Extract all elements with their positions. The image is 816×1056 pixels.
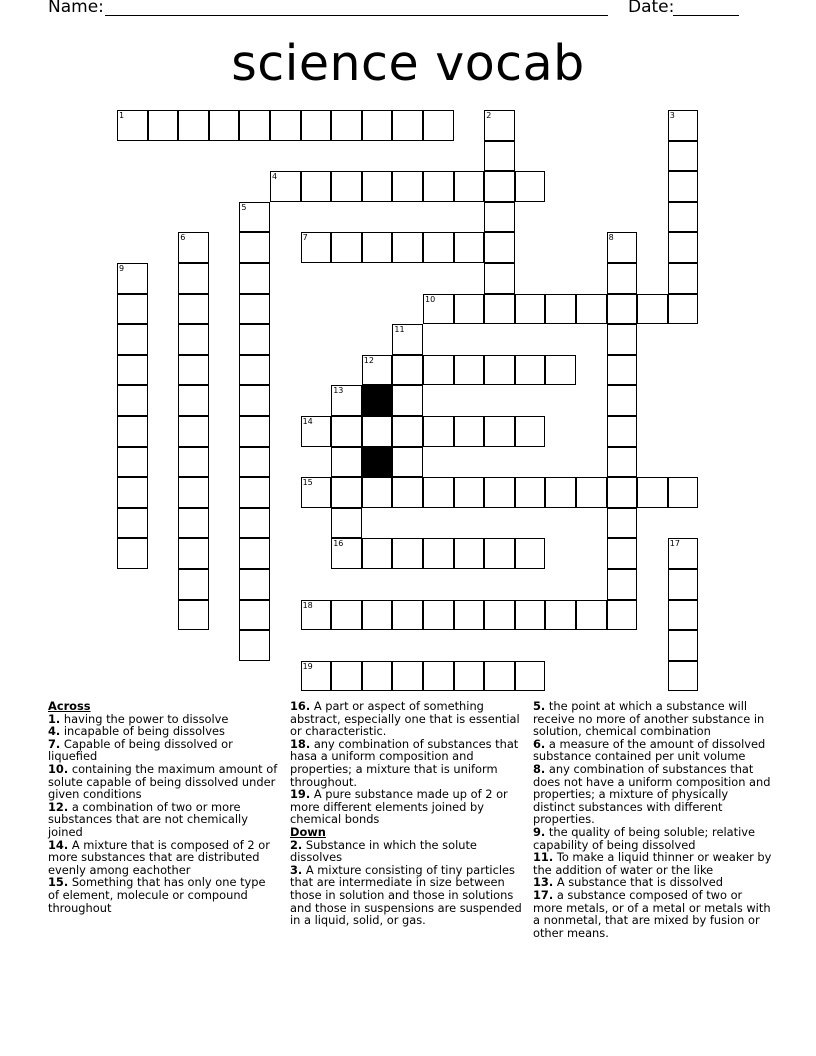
crossword-cell[interactable]	[117, 355, 148, 386]
crossword-cell[interactable]	[392, 355, 423, 386]
clue-number: 18	[302, 600, 313, 610]
crossword-cell[interactable]	[545, 355, 576, 386]
crossword-cell[interactable]	[392, 110, 423, 141]
crossword-cell[interactable]	[515, 416, 546, 447]
crossword-cell[interactable]	[607, 600, 638, 631]
clue-down-9: 9. the quality of being soluble; relative capability of being dissolved	[533, 824, 755, 852]
crossword-cell[interactable]	[239, 110, 270, 141]
crossword-cell[interactable]	[607, 294, 638, 325]
clue-number: 8	[608, 233, 614, 243]
crossword-cell[interactable]	[362, 661, 393, 692]
crossword-cell[interactable]	[454, 538, 485, 569]
crossword-cell[interactable]	[392, 477, 423, 508]
crossword-cell[interactable]	[668, 171, 699, 202]
crossword-cell[interactable]	[423, 294, 454, 325]
down-heading: Down	[290, 824, 326, 839]
crossword-cell[interactable]	[423, 232, 454, 263]
crossword-cell[interactable]	[392, 171, 423, 202]
crossword-cell[interactable]	[484, 661, 515, 692]
clue-across-7: 7. Capable of being dissolved or liquefied	[48, 736, 233, 764]
crossword-cell[interactable]	[607, 477, 638, 508]
crossword-cell[interactable]	[515, 171, 546, 202]
crossword-cell[interactable]	[301, 171, 332, 202]
crossword-cell[interactable]	[423, 355, 454, 386]
crossword-cell[interactable]	[148, 110, 179, 141]
clue-down-6: 6. a measure of the amount of dissolved substance contained per unit volume	[533, 736, 766, 764]
crossword-cell[interactable]	[515, 538, 546, 569]
crossword-cell[interactable]	[515, 355, 546, 386]
crossword-cell[interactable]	[484, 416, 515, 447]
crossword-cell[interactable]	[484, 110, 515, 141]
clue-across-14: 14. A mixture that is composed of 2 or more substances that are distributed evenly among eachother	[48, 837, 270, 877]
crossword-cell[interactable]	[209, 110, 240, 141]
crossword-cell[interactable]	[178, 416, 209, 447]
crossword-cell[interactable]	[178, 447, 209, 478]
crossword-cell[interactable]	[454, 600, 485, 631]
crossword-cell[interactable]	[331, 385, 362, 416]
crossword-cell[interactable]	[239, 263, 270, 294]
blocked-cell	[362, 447, 393, 478]
crossword-cell[interactable]	[331, 416, 362, 447]
crossword-cell[interactable]	[178, 355, 209, 386]
clue-number: 7	[302, 233, 308, 243]
crossword-cell[interactable]	[484, 538, 515, 569]
clue-number: 17	[669, 539, 680, 549]
clue-number: 12	[363, 355, 374, 365]
crossword-cell[interactable]	[178, 508, 209, 539]
crossword-cell[interactable]	[117, 324, 148, 355]
crossword-cell[interactable]	[607, 569, 638, 600]
clues-column-2	[290, 700, 522, 927]
crossword-cell[interactable]	[668, 141, 699, 172]
clue-down-8: 8. any combination of substances that does not have a uniform composition and properties; a mixture of physically distinct substances with different properties.	[533, 761, 771, 827]
crossword-cell[interactable]	[607, 324, 638, 355]
crossword-cell[interactable]	[239, 232, 270, 263]
crossword-cell[interactable]	[637, 477, 668, 508]
crossword-cell[interactable]	[423, 477, 454, 508]
clue-number: 9	[119, 264, 125, 273]
crossword-cell[interactable]	[484, 141, 515, 172]
clue-number: 5	[241, 202, 247, 212]
crossword-cell[interactable]	[239, 630, 270, 661]
crossword-cell[interactable]	[117, 385, 148, 416]
crossword-cell[interactable]	[454, 171, 485, 202]
crossword-cell[interactable]	[331, 661, 362, 692]
crossword-cell[interactable]	[668, 232, 699, 263]
crossword-cell[interactable]	[607, 416, 638, 447]
crossword-cell[interactable]	[484, 202, 515, 233]
crossword-cell[interactable]	[178, 600, 209, 631]
crossword-cell[interactable]	[423, 661, 454, 692]
clues-column-3	[533, 700, 773, 939]
crossword-cell[interactable]	[239, 385, 270, 416]
crossword-cell[interactable]	[576, 600, 607, 631]
clue-across-18: 18. any combination of substances that hasa a uniform composition and properties; a mixture that is uniform throughout.	[290, 736, 519, 789]
clue-number: 6	[180, 233, 186, 243]
crossword-cell[interactable]	[423, 110, 454, 141]
crossword-cell[interactable]	[423, 416, 454, 447]
crossword-cell[interactable]	[484, 600, 515, 631]
crossword-cell[interactable]	[668, 477, 699, 508]
crossword-cell[interactable]	[423, 171, 454, 202]
crossword-cell[interactable]	[117, 447, 148, 478]
crossword-cell[interactable]	[668, 294, 699, 325]
clue-across-19: 19. A pure substance made up of 2 or more different elements joined by chemical bonds	[290, 787, 508, 827]
crossword-cell[interactable]	[454, 477, 485, 508]
crossword-cell[interactable]	[239, 508, 270, 539]
crossword-cell[interactable]	[668, 569, 699, 600]
crossword-cell[interactable]	[637, 294, 668, 325]
crossword-cell[interactable]	[515, 477, 546, 508]
clue-number: 19	[302, 661, 313, 671]
crossword-cell[interactable]	[178, 477, 209, 508]
crossword-cell[interactable]	[607, 232, 638, 263]
clue-number: 10	[425, 294, 436, 304]
clue-number: 11	[394, 325, 405, 335]
clue-number: 1	[119, 111, 125, 120]
crossword-cell[interactable]	[117, 263, 148, 294]
blocked-cell	[362, 385, 393, 416]
crossword-cell[interactable]	[362, 232, 393, 263]
crossword-cell[interactable]	[607, 508, 638, 539]
crossword-cell[interactable]	[484, 171, 515, 202]
across-heading: Across	[48, 699, 91, 713]
clue-across-12: 12. a combination of two or more substances that are not chemically joined	[48, 799, 248, 839]
clue-number: 3	[669, 111, 675, 120]
crossword-cell[interactable]	[607, 355, 638, 386]
crossword-cell[interactable]	[576, 477, 607, 508]
clue-number: 15	[302, 478, 313, 488]
crossword-cell[interactable]	[607, 447, 638, 478]
crossword-cell[interactable]	[607, 538, 638, 569]
crossword-cell[interactable]	[331, 447, 362, 478]
crossword-cell[interactable]	[392, 600, 423, 631]
crossword-cell[interactable]	[668, 630, 699, 661]
crossword-cell[interactable]	[454, 232, 485, 263]
crossword-cell[interactable]	[668, 661, 699, 692]
crossword-cell[interactable]	[178, 232, 209, 263]
crossword-cell[interactable]	[117, 508, 148, 539]
crossword-cell[interactable]	[392, 385, 423, 416]
crossword-cell[interactable]	[362, 355, 393, 386]
crossword-cell[interactable]	[239, 202, 270, 233]
crossword-cell[interactable]	[515, 294, 546, 325]
crossword-cell[interactable]	[178, 110, 209, 141]
crossword-cell[interactable]	[392, 416, 423, 447]
crossword-cell[interactable]	[454, 294, 485, 325]
crossword-cell[interactable]	[484, 263, 515, 294]
crossword-cell[interactable]	[545, 600, 576, 631]
crossword-cell[interactable]	[239, 294, 270, 325]
name-label: Name:	[48, 0, 104, 17]
crossword-cell[interactable]	[178, 538, 209, 569]
crossword-cell[interactable]	[362, 600, 393, 631]
crossword-cell[interactable]	[454, 355, 485, 386]
crossword-cell[interactable]	[301, 600, 332, 631]
page-title: science vocab	[231, 35, 585, 92]
crossword-cell[interactable]	[668, 538, 699, 569]
crossword-cell[interactable]	[668, 110, 699, 141]
crossword-cell[interactable]	[392, 661, 423, 692]
crossword-cell[interactable]	[423, 538, 454, 569]
crossword-cell[interactable]	[178, 385, 209, 416]
clue-across-1: 1. having the power to dissolve	[48, 711, 229, 726]
crossword-cell[interactable]	[362, 538, 393, 569]
crossword-cell[interactable]	[607, 263, 638, 294]
crossword-cell[interactable]	[301, 110, 332, 141]
crossword-cell[interactable]	[484, 355, 515, 386]
crossword-cell[interactable]	[454, 661, 485, 692]
crossword-cell[interactable]	[515, 600, 546, 631]
crossword-cell[interactable]	[178, 294, 209, 325]
clue-across-4: 4. incapable of being dissolves	[48, 724, 225, 739]
clue-down-11: 11. To make a liquid thinner or weaker by the addition of water or the like	[533, 850, 772, 877]
crossword-cell[interactable]	[178, 569, 209, 600]
crossword-cell[interactable]	[607, 385, 638, 416]
crossword-cell[interactable]	[178, 263, 209, 294]
crossword-cell[interactable]	[392, 447, 423, 478]
crossword-cell[interactable]	[576, 294, 607, 325]
clue-down-13: 13. A substance that is dissolved	[533, 875, 723, 890]
crossword-cell[interactable]	[239, 538, 270, 569]
crossword-cell[interactable]	[392, 538, 423, 569]
crossword-cell[interactable]	[239, 600, 270, 631]
crossword-cell[interactable]	[331, 232, 362, 263]
crossword-cell[interactable]	[331, 477, 362, 508]
crossword-cell[interactable]	[362, 477, 393, 508]
crossword-cell[interactable]	[301, 661, 332, 692]
crossword-cell[interactable]	[331, 508, 362, 539]
crossword-cell[interactable]	[331, 110, 362, 141]
crossword-cell[interactable]	[454, 416, 485, 447]
crossword-cell[interactable]	[239, 416, 270, 447]
crossword-cell[interactable]	[362, 171, 393, 202]
crossword-cell[interactable]	[270, 171, 301, 202]
crossword-cell[interactable]	[545, 294, 576, 325]
crossword-cell[interactable]	[301, 477, 332, 508]
crossword-cell[interactable]	[484, 477, 515, 508]
clue-across-16: 16. A part or aspect of something abstract, especially one that is essential or characteristic.	[290, 699, 520, 739]
crossword-cell[interactable]	[239, 324, 270, 355]
crossword-cell[interactable]	[270, 110, 301, 141]
crossword-cell[interactable]	[117, 294, 148, 325]
clue-number: 2	[486, 111, 492, 120]
crossword-cell[interactable]	[331, 171, 362, 202]
crossword-cell[interactable]	[178, 324, 209, 355]
clue-number: 16	[333, 539, 344, 549]
clue-down-17: 17. a substance composed of two or more metals, or of a metal or metals with a nonmetal, that are mixed by fusion or other means.	[533, 887, 771, 940]
crossword-cell[interactable]	[239, 569, 270, 600]
crossword-cell[interactable]	[331, 538, 362, 569]
crossword-cell[interactable]	[668, 263, 699, 294]
crossword-cell[interactable]	[117, 538, 148, 569]
crossword-cell[interactable]	[239, 355, 270, 386]
crossword-cell[interactable]	[484, 232, 515, 263]
crossword-cell[interactable]	[484, 294, 515, 325]
crossword-cell[interactable]	[239, 447, 270, 478]
crossword-cell[interactable]	[301, 232, 332, 263]
crossword-cell[interactable]	[117, 477, 148, 508]
crossword-cell[interactable]	[392, 232, 423, 263]
clue-down-5: 5. the point at which a substance will receive no more of another substance in solution, chemical combination	[533, 699, 765, 739]
clue-across-15: 15. Something that has only one type of element, molecule or compound throughout	[48, 875, 266, 915]
clues-column-1	[48, 700, 280, 914]
crossword-cell[interactable]	[362, 416, 393, 447]
clue-number: 13	[333, 386, 344, 396]
date-label: Date:	[628, 0, 675, 17]
clue-number: 14	[302, 417, 313, 426]
crossword-cell[interactable]	[301, 416, 332, 447]
crossword-cell[interactable]	[668, 202, 699, 233]
clue-down-2: 2. Substance in which the solute dissolves	[290, 837, 477, 865]
crossword-cell[interactable]	[515, 661, 546, 692]
clue-number: 4	[272, 172, 278, 182]
crossword-cell[interactable]	[117, 416, 148, 447]
crossword-cell[interactable]	[239, 477, 270, 508]
crossword-cell[interactable]	[668, 600, 699, 631]
clue-down-3: 3. A mixture consisting of tiny particles that are intermediate in size between those in solution and those in solutions and those in suspensions are suspended in a liquid, solid, or gas.	[290, 862, 522, 928]
clue-across-10: 10. containing the maximum amount of solute capable of being dissolved under given conditions	[48, 761, 278, 802]
crossword-cell[interactable]	[545, 477, 576, 508]
crossword-cell[interactable]	[117, 110, 148, 141]
crossword-cell[interactable]	[392, 324, 423, 355]
crossword-cell[interactable]	[423, 600, 454, 631]
crossword-cell[interactable]	[362, 110, 393, 141]
crossword-cell[interactable]	[331, 600, 362, 631]
